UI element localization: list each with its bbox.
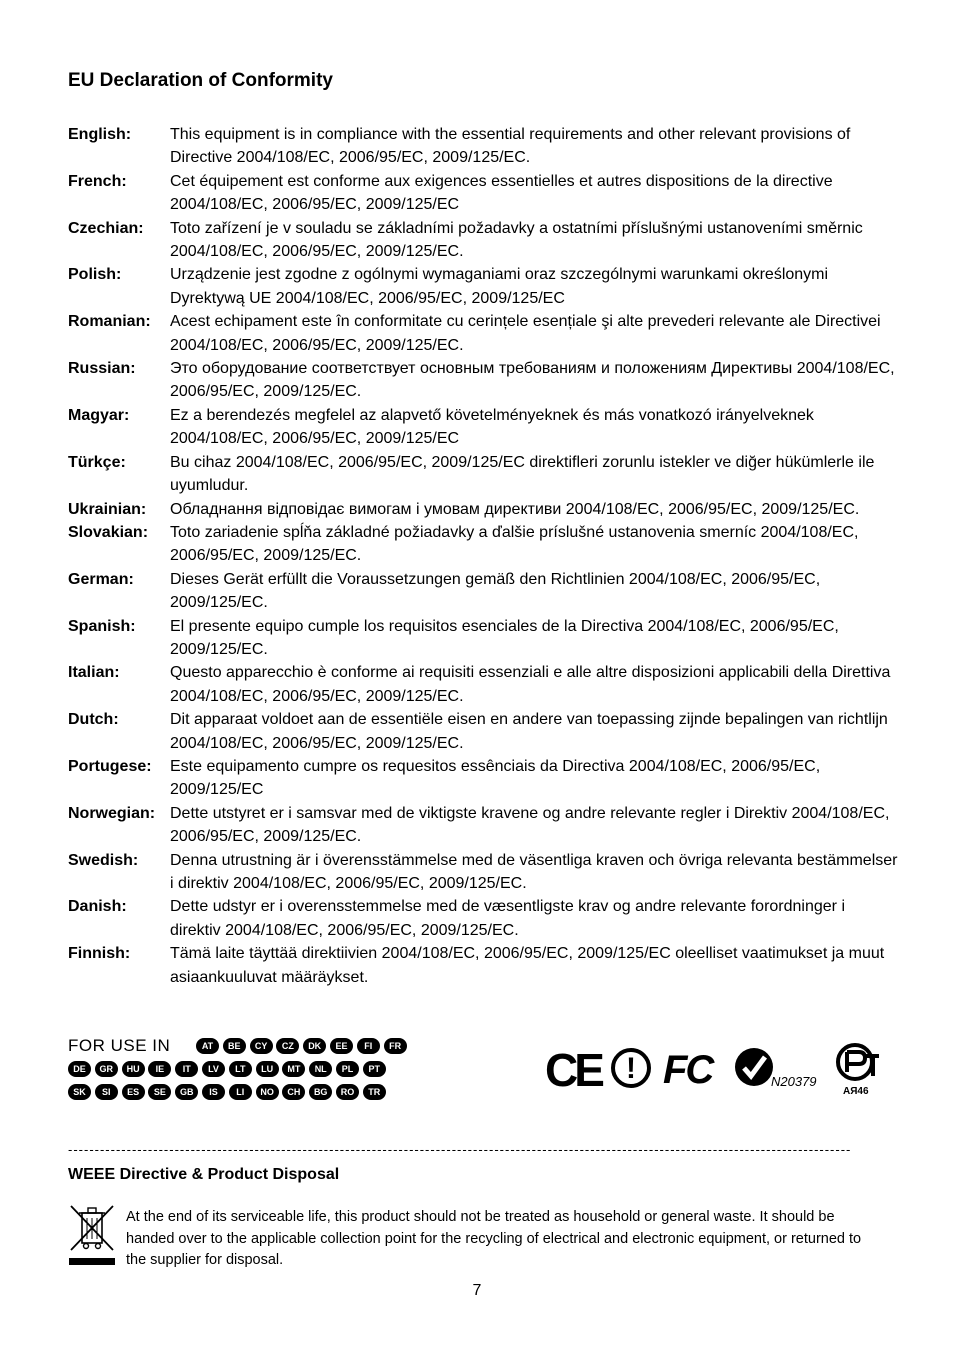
country-chip-lv: LV [202, 1061, 225, 1077]
country-chip-de: DE [68, 1061, 91, 1077]
declaration-row [68, 263, 898, 310]
language-label: Swedish: [68, 851, 139, 869]
language-label: English: [68, 126, 132, 143]
country-chip-tr: TR [363, 1084, 386, 1100]
section-divider: --------------------------------------------------------------------------------------------------------------------------------------------------- [68, 1142, 852, 1157]
country-chip-cy: CY [250, 1038, 273, 1054]
language-label: Polish: [68, 266, 122, 284]
alert-mark-symbol: ! [626, 1052, 636, 1085]
ce-mark: CE [545, 1044, 601, 1096]
language-label: French: [68, 172, 127, 190]
weee-title: WEEE Directive & Product Disposal [68, 1166, 340, 1183]
declaration-row [68, 170, 898, 217]
declaration-row [68, 404, 898, 451]
language-label: Dutch: [68, 711, 119, 729]
country-chip-es: ES [122, 1084, 145, 1100]
country-chip-si: SI [95, 1084, 118, 1100]
declaration-text: Dette utstyret er i samsvar med de viktigste kravene og andre relevante regler i Direktiv 2004/108/EC, 2006/95/EC, 2009/125/EC. [170, 804, 890, 846]
c-tick-code: N20379 [771, 1074, 817, 1089]
declaration-text: Ez a berendezés megfelel az alapvető követelményeknek és más vonatkozó irányelveknek 2004/108/EC, 2006/95/EC, 2009/125/EC [170, 406, 814, 448]
language-label: Türkçe: [68, 453, 126, 471]
language-label: Finnish: [68, 945, 131, 963]
declaration-row [68, 357, 898, 404]
country-chip-li: LI [229, 1084, 252, 1100]
country-chip-fi: FI [357, 1038, 380, 1054]
language-label: Portugese: [68, 757, 152, 775]
country-chip-se: SE [148, 1084, 171, 1100]
declaration-row [68, 615, 898, 662]
declaration-text: Dieses Gerät erfüllt die Voraussetzungen gemäß den Richtlinien 2004/108/EC, 2006/95/EC, 2009/125/EC. [170, 570, 821, 612]
page-number: 7 [472, 1282, 482, 1299]
declaration-text: Dit apparaat voldoet aan de essentiële eisen en andere van toepassing zijnde bepalingen van richtlijn 2004/108/EC, 2006/95/EC, 2009/125/EC. [170, 711, 888, 752]
country-chip-gb: GB [175, 1084, 198, 1100]
country-chip-dk: DK [303, 1038, 326, 1054]
country-chip-it: IT [175, 1061, 198, 1077]
country-chip-ie: IE [148, 1061, 171, 1077]
country-chip-no: NO [256, 1084, 279, 1100]
language-label: Spanish: [68, 617, 136, 635]
country-chip-ro: RO [336, 1084, 359, 1100]
declaration-text: El presente equipo cumple los requisitos esenciales de la Directiva 2004/108/EC, 2006/95/EC, 2009/125/EC. [170, 617, 839, 658]
country-chip-hu: HU [122, 1061, 145, 1077]
country-chip-lt: LT [229, 1061, 252, 1077]
declaration-text: Dette udstyr er i overensstemmelse med de væsentligste krav og andre relevante forordninger i direktiv 2004/108/EC, 2006/95/EC, 2009/125/EC. [170, 898, 845, 939]
declaration-text: Tämä laite täyttää direktiivien 2004/108/EC, 2006/95/EC, 2009/125/EC oleelliset vaatimukset ja muut asiaankuuluvat määräykset. [170, 945, 885, 986]
country-chip-fr: FR [384, 1038, 407, 1054]
language-label: German: [68, 570, 134, 588]
tick-icon [735, 1048, 773, 1086]
country-chip-bg: BG [309, 1084, 332, 1100]
declaration-row [68, 708, 898, 755]
declaration-text: Questo apparecchio è conforme ai requisiti essenziali e alle altre disposizioni applicabili della Direttiva 2004/108/EC, 2006/95/EC, 2009/125/EC. [170, 664, 891, 705]
language-label: Russian: [68, 360, 136, 378]
declaration-text: Toto zařízení je v souladu se základními požadavky a ostatními příslušnými ustanoveními směrnic 2004/108/EC, 2006/95/EC, 2009/125/EC. [170, 219, 863, 261]
country-chip-sk: SK [68, 1084, 91, 1100]
language-label: Norwegian: [68, 804, 156, 822]
alert-mark-icon [611, 1048, 651, 1088]
country-chip-ee: EE [330, 1038, 353, 1054]
country-chip-mt: MT [282, 1061, 305, 1077]
language-label: Slovakian: [68, 523, 149, 541]
language-label: Ukrainian: [68, 500, 147, 518]
declaration-text: Toto zariadenie spĺňa základné požiadavky a ďalšie príslušné ustanovenia smerníc 2004/108/EC, 2006/95/EC, 2009/125/EC. [170, 523, 859, 565]
language-label: Romanian: [68, 313, 151, 331]
crossed-bin-icon [68, 1203, 116, 1267]
page-title: EU Declaration of Conformity [68, 70, 333, 91]
declaration-text: This equipment is in compliance with the essential requirements and other relevant provisions of Directive 2004/108/EC, 2006/95/EC, 2009/125/EC. [170, 126, 851, 167]
fcc-mark: FC [663, 1048, 713, 1092]
declaration-row [68, 568, 898, 615]
weee-text: At the end of its serviceable life, this product should not be treated as household or general waste. It should be handed over to the applicable collection point for the recycling of electrical and electronic equipment, or returned to the supplier for disposal. [126, 1209, 862, 1268]
gost-r-icon [835, 1042, 881, 1082]
country-chip-lu: LU [256, 1061, 279, 1077]
declaration-row [68, 310, 898, 357]
declaration-text: Este equipamento cumpre os requesitos essênciais da Directiva 2004/108/EC, 2006/95/EC, 2009/125/EC [170, 757, 821, 799]
c-tick-icon [735, 1048, 773, 1086]
country-chip-nl: NL [309, 1061, 332, 1077]
declaration-row [68, 895, 898, 942]
country-chip-gr: GR [95, 1061, 118, 1077]
declaration-text: Acest echipament este în conformitate cu cerințele esențiale şi alte prevederi relevante ale Directivei 2004/108/EC, 2006/95/EC, 2009/125/EC. [170, 313, 881, 354]
declaration-text: Urządzenie jest zgodne z ogólnymi wymaganiami oraz szczególnymi warunkami określonymi Dyrektywą UE 2004/108/EC, 2006/95/EC, 2009/125/EC [170, 266, 829, 307]
declaration-row [68, 217, 898, 264]
language-label: Danish: [68, 898, 127, 916]
declaration-text: Cet équipement est conforme aux exigences essentielles et autres dispositions de la directive 2004/108/EC, 2006/95/EC, 2009/125/EC [170, 172, 833, 214]
declaration-text: Bu cihaz 2004/108/EC, 2006/95/EC, 2009/125/EC direktifleri zorunlu istekler ve diğer hükümlerle ile uyumludur. [170, 453, 875, 495]
country-chip-at: AT [196, 1038, 219, 1054]
language-label: Czechian: [68, 219, 144, 237]
declaration-row [68, 849, 898, 896]
language-label: Italian: [68, 664, 120, 682]
declaration-row [68, 942, 898, 989]
declaration-row [68, 802, 898, 849]
declaration-text: Обладнання відповідає вимогам і умовам директиви 2004/108/EC, 2006/95/EC, 2009/125/EC. [170, 500, 860, 518]
declaration-row [68, 451, 898, 498]
certification-marks [545, 1042, 890, 1102]
declaration-row [68, 661, 898, 708]
declaration-list [68, 123, 898, 989]
declaration-row [68, 755, 898, 802]
gost-code: АЯ46 [843, 1086, 869, 1097]
country-chip-cz: CZ [276, 1038, 299, 1054]
declaration-row [68, 123, 898, 170]
language-label: Magyar: [68, 406, 130, 424]
country-chip-be: BE [223, 1038, 246, 1054]
declaration-text: Это оборудование соответствует основным требованиям и положениям Директивы 2004/108/EC, 2006/95/EC, 2009/125/EC. [170, 360, 895, 401]
for-use-in-label: FOR USE IN [68, 1036, 171, 1055]
country-chip-ch: CH [282, 1084, 305, 1100]
declaration-row [68, 498, 898, 521]
declaration-text: Denna utrustning är i överensstämmelse med de väsentliga kraven och övriga relevanta bestämmelser i direktiv 2004/108/EC, 2006/95/EC, 2009/125/EC. [170, 851, 898, 892]
declaration-row [68, 521, 898, 568]
country-chip-pl: PL [336, 1061, 359, 1077]
country-chip-is: IS [202, 1084, 225, 1100]
country-chip-pt: PT [363, 1061, 386, 1077]
